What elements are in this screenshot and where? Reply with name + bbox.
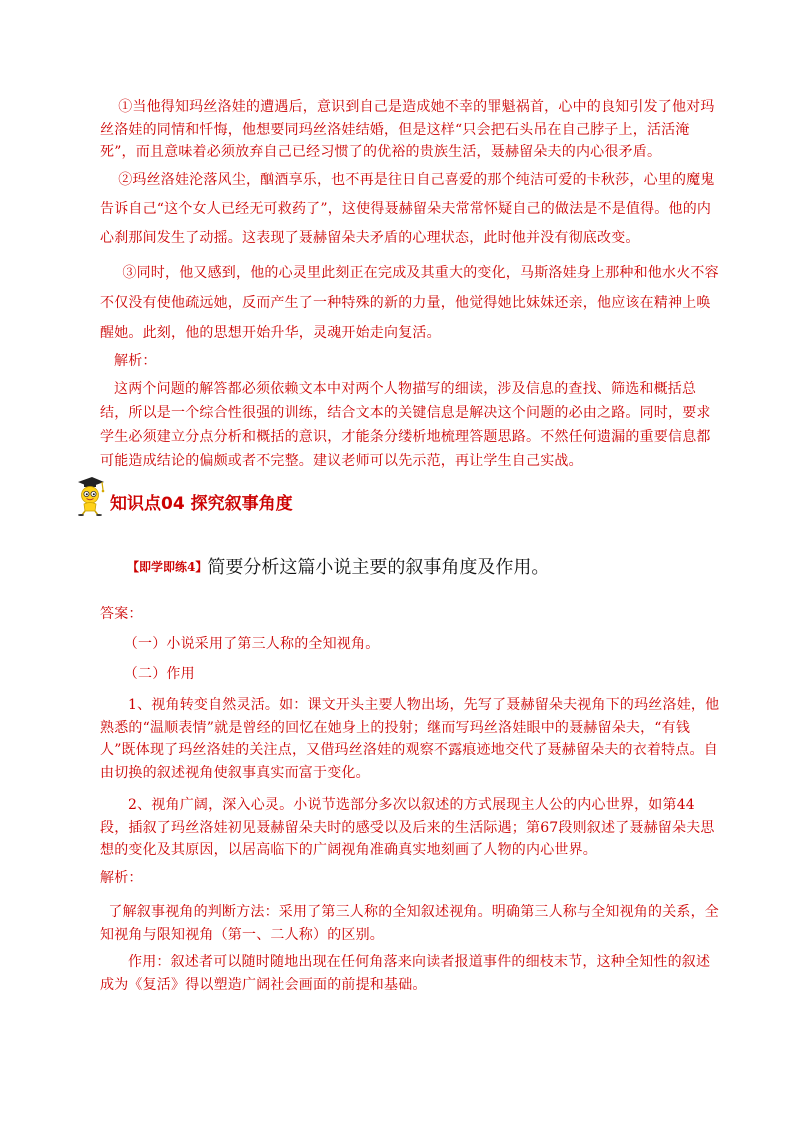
knowledge-point-heading [72, 476, 293, 516]
exercise-tag: 【即学即练4】 [127, 560, 208, 574]
answer-paragraph-3: ③同时，他又感到，他的心灵里此刻正在完成及其重大的变化，马斯洛娃身上那种和他水火不容不仅没有使他疏远她，反而产生了一种特殊的新的力量，他觉得她比妹妹还亲，他应该在精神上唤醒她。此刻，他的思想开始升华，灵魂开始走向复活。 [100, 265, 719, 341]
answer-point-4: 2、视角广阔，深入心灵。小说节选部分多次以叙述的方式展现主人公的内心世界，如第44段，插叙了玛丝洛娃初见聂赫留朵夫时的感受以及后来的生活际遇；第67段则叙述了聂赫留朵夫思想的变化及其原因，以居高临下的广阔视角准确真实地刻画了人物的内心世界。 [100, 797, 715, 858]
knowledge-point-title: 知识点04 探究叙事角度 [110, 494, 293, 514]
answer-paragraph-1: ①当他得知玛丝洛娃的遭遇后，意识到自己是造成她不幸的罪魁祸首，心中的良知引发了他对玛丝洛娃的同情和忏悔，他想要同玛丝洛娃结婚，但是这样“只会把石头吊在自己脖子上，活活淹死”，而且意味着必须放弃自己已经习惯了的优裕的贵族生活，聂赫留朵夫的内心很矛盾。 [100, 99, 715, 160]
exercise-question [127, 553, 549, 579]
analysis-label-2: 解析： [100, 870, 143, 886]
analysis-paragraph-3: 作用：叙述者可以随时随地出现在任何角落来向读者报道事件的细枝末节，这种全知性的叙述成为《复活》得以塑造广阔社会画面的前提和基础。 [100, 954, 711, 993]
exercise-question-text: 简要分析这篇小说主要的叙事角度及作用。 [207, 557, 550, 578]
graduate-mascot-icon [72, 476, 106, 516]
answer-label: 答案： [100, 606, 143, 622]
analysis-paragraph-2: 了解叙事视角的判断方法：采用了第三人称的全知叙述视角。明确第三人称与全知视角的关系，全知视角与限知视角（第一、二人称）的区别。 [100, 904, 719, 943]
analysis-label: 解析： [114, 353, 157, 369]
answer-point-3: 1、视角转变自然灵活。如：课文开头主要人物出场，先写了聂赫留朵夫视角下的玛丝洛娃，他熟悉的“温顺表情”就是曾经的回忆在她身上的投射；继而写玛丝洛娃眼中的聂赫留朵夫，“有钱人”既体现了玛丝洛娃的关注点，又借玛丝洛娃的观察不露痕迹地交代了聂赫留朵夫的衣着特点。自由切换的叙述视角使叙事真实而富于变化。 [100, 697, 720, 781]
analysis-paragraph: 这两个问题的解答都必须依赖文本中对两个人物描写的细读，涉及信息的查找、筛选和概括总结，所以是一个综合性很强的训练，结合文本的关键信息是解决这个问题的必由之路。同时，要求学生必须建立分点分析和概括的意识，才能条分缕析地梳理答题思路。不然任何遗漏的重要信息都可能造成结论的偏颇或者不完整。建议老师可以先示范，再让学生自己实战。 [100, 381, 711, 469]
answer-point-1: （一）小说采用了第三人称的全知视角。 [123, 636, 380, 652]
answer-point-2: （二）作用 [123, 666, 195, 682]
answer-paragraph-2: ②玛丝洛娃沦落风尘，酗酒享乐，也不再是往日自己喜爱的那个纯洁可爱的卡秋莎，心里的魔鬼告诉自己“这个女人已经无可救药了”，这使得聂赫留朵夫常常怀疑自己的做法是不是值得。他的内心刹那间发生了动摇。这表现了聂赫留朵夫矛盾的心理状态，此时他并没有彻底改变。 [100, 172, 715, 246]
